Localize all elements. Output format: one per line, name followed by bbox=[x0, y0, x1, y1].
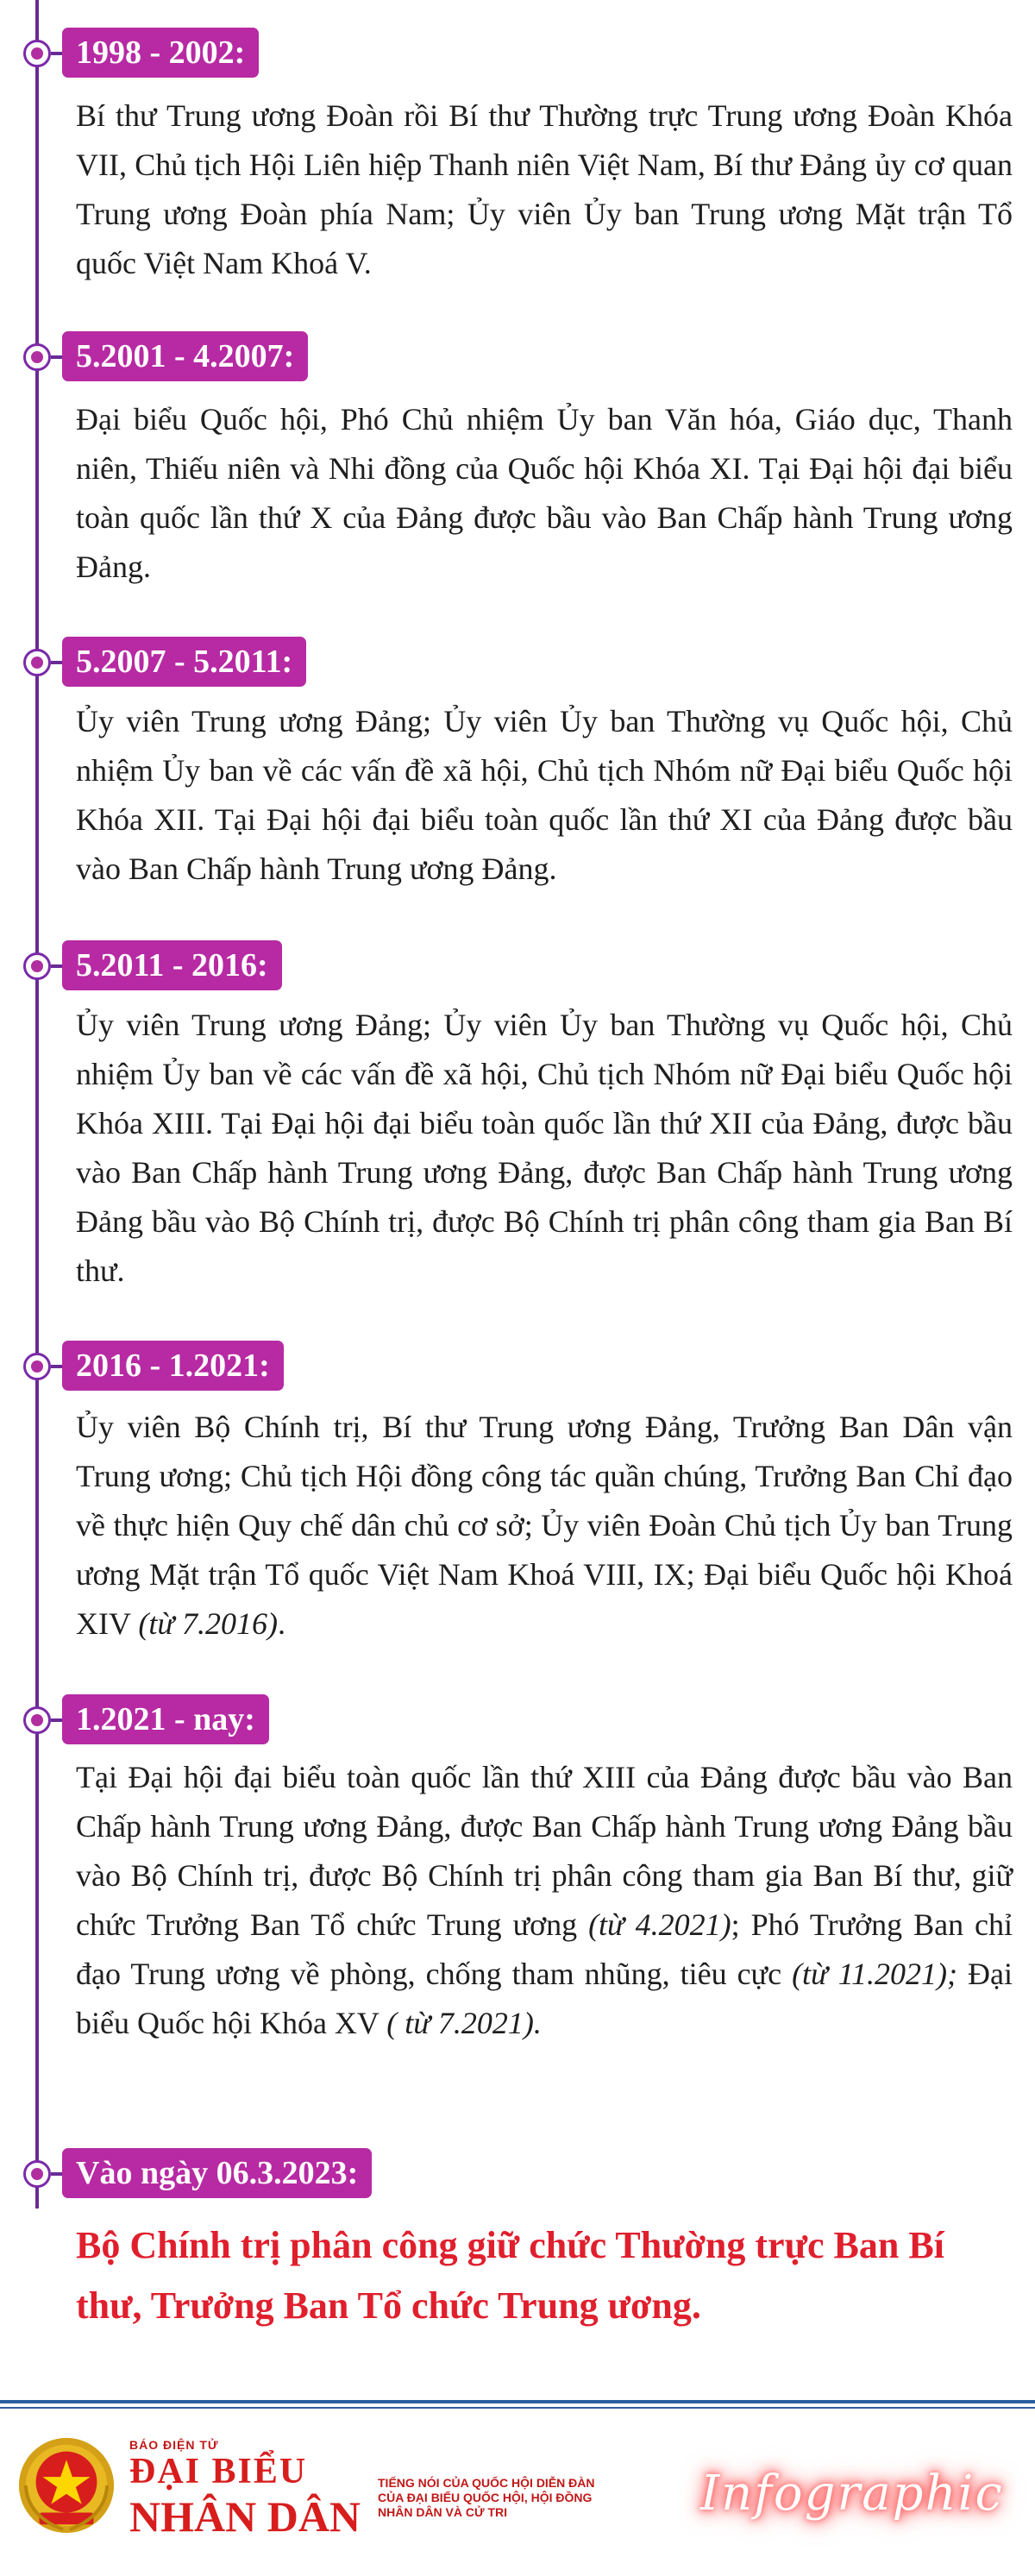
period-description-main: Ủy viên Bộ Chính trị, Bí thư Trung ương Đảng, Trưởng Ban Dân vận Trung ương; Chủ tịch Hội đồng công tác quần chúng, Trưởng Ban Chỉ đạo về thực hiện Quy chế dân chủ cơ sở; Ủy viên Đoàn Chủ tịch Ủy ban Trung ương Mặt trận Tổ quốc Việt Nam Khoá VIII, IX; Đại biểu Quốc hội Khoá XIV bbox=[76, 1410, 1013, 1641]
period-badge: 5.2001 - 4.2007: bbox=[62, 331, 308, 381]
timeline-dot bbox=[23, 1353, 51, 1380]
period-description bbox=[76, 1403, 1013, 1649]
timeline-line bbox=[35, 0, 39, 2208]
highlight-statement: Bộ Chính trị phân công giữ chức Thường trực Ban Bí thư, Trưởng Ban Tổ chức Trung ương. bbox=[76, 2224, 944, 2327]
period-badge: 2016 - 1.2021: bbox=[62, 1341, 284, 1391]
period-description-tail: . bbox=[277, 1606, 285, 1641]
period-description: Bí thư Trung ương Đoàn rồi Bí thư Thường trực Trung ương Đoàn Khóa VII, Chủ tịch Hội Liên hiệp Thanh niên Việt Nam, Bí thư Đảng ủy cơ quan Trung ương Đoàn phía Nam; Ủy viên Ủy ban Trung ương Mặt trận Tổ quốc Việt Nam Khoá V. bbox=[76, 98, 1013, 280]
brand-tagline: TIẾNG NÓI CỦA QUỐC HỘI DIỄN ĐÀN CỦA ĐẠI BIỂU QUỐC HỘI, HỘI ĐỒNG NHÂN DÂN VÀ CỬ TRI bbox=[378, 2476, 595, 2519]
national-emblem-icon bbox=[16, 2435, 117, 2536]
period-badge: 5.2011 - 2016: bbox=[62, 940, 282, 990]
text-segment: Tại Đại hội đại biểu toàn quốc lần thứ XIII của Đảng được bầu vào Ban Chấp hành Trung ương Đảng, được Ban Chấp hành Trung ương Đảng bầu vào Bộ Chính trị, được Bộ Chính trị phân công tham gia Ban Bí thư, giữ chức Trưởng Ban Tổ chức Trung ương bbox=[76, 1760, 1013, 1942]
infographic-watermark: Infographic bbox=[700, 2466, 1004, 2522]
dot-connector bbox=[51, 661, 63, 664]
timeline-dot bbox=[23, 343, 51, 371]
timeline-dot bbox=[23, 2160, 51, 2188]
period-description: Ủy viên Trung ương Đảng; Ủy viên Ủy ban Thường vụ Quốc hội, Chủ nhiệm Ủy ban về các vấn đề xã hội, Chủ tịch Nhóm nữ Đại biểu Quốc hội Khóa XIII. Tại Đại hội đại biểu toàn quốc lần thứ XII của Đảng, được bầu vào Ban Chấp hành Trung ương Đảng, được Ban Chấp hành Trung ương Đảng bầu vào Bộ Chính trị, được Bộ Chính trị phân công tham gia Ban Bí thư. bbox=[76, 1008, 1013, 1288]
date-note: ( từ 7.2021). bbox=[386, 2006, 542, 2040]
brand-name-line1: ĐẠI BIỂU bbox=[129, 2452, 308, 2491]
text-segment: Đại biểu Quốc hội Khóa XV bbox=[76, 1957, 1013, 2040]
brand-label: BÁO ĐIỆN TỬ bbox=[129, 2438, 219, 2452]
timeline-dot bbox=[23, 40, 51, 67]
period-badge: 1998 - 2002: bbox=[62, 28, 259, 78]
period-description: Đại biểu Quốc hội, Phó Chủ nhiệm Ủy ban Văn hóa, Giáo dục, Thanh niên, Thiếu niên và Nhi đồng của Quốc hội Khóa XI. Tại Đại hội đại biểu toàn quốc lần thứ X của Đảng được bầu vào Ban Chấp hành Trung ương Đảng. bbox=[76, 402, 1013, 584]
footer-divider bbox=[0, 2400, 1035, 2403]
date-note: (từ 4.2021) bbox=[588, 1907, 731, 1942]
timeline-dot bbox=[23, 649, 51, 676]
timeline-dot bbox=[23, 1706, 51, 1734]
timeline-dot bbox=[23, 952, 51, 980]
period-badge: 5.2007 - 5.2011: bbox=[62, 637, 306, 687]
footer-divider-thin bbox=[0, 2407, 1035, 2409]
period-description-note: (từ 7.2016) bbox=[138, 1606, 278, 1641]
dot-connector bbox=[51, 964, 63, 968]
text-segment: ; Phó Trưởng Ban chỉ đạo Trung ương về phòng, chống tham nhũng, tiêu cực bbox=[76, 1907, 1013, 1991]
dot-connector bbox=[51, 1365, 63, 1368]
period-description bbox=[76, 1753, 1013, 2048]
brand-name-line2: NHÂN DÂN bbox=[129, 2492, 361, 2541]
period-description: Ủy viên Trung ương Đảng; Ủy viên Ủy ban Thường vụ Quốc hội, Chủ nhiệm Ủy ban về các vấn đề xã hội, Chủ tịch Nhóm nữ Đại biểu Quốc hội Khóa XII. Tại Đại hội đại biểu toàn quốc lần thứ XI của Đảng được bầu vào Ban Chấp hành Trung ương Đảng. bbox=[76, 704, 1013, 886]
dot-connector bbox=[51, 2172, 63, 2176]
period-badge: Vào ngày 06.3.2023: bbox=[62, 2148, 372, 2198]
dot-connector bbox=[51, 1718, 63, 1722]
date-note: (từ 11.2021); bbox=[792, 1957, 957, 1991]
dot-connector bbox=[51, 52, 63, 55]
dot-connector bbox=[51, 355, 63, 359]
period-badge: 1.2021 - nay: bbox=[62, 1694, 269, 1744]
